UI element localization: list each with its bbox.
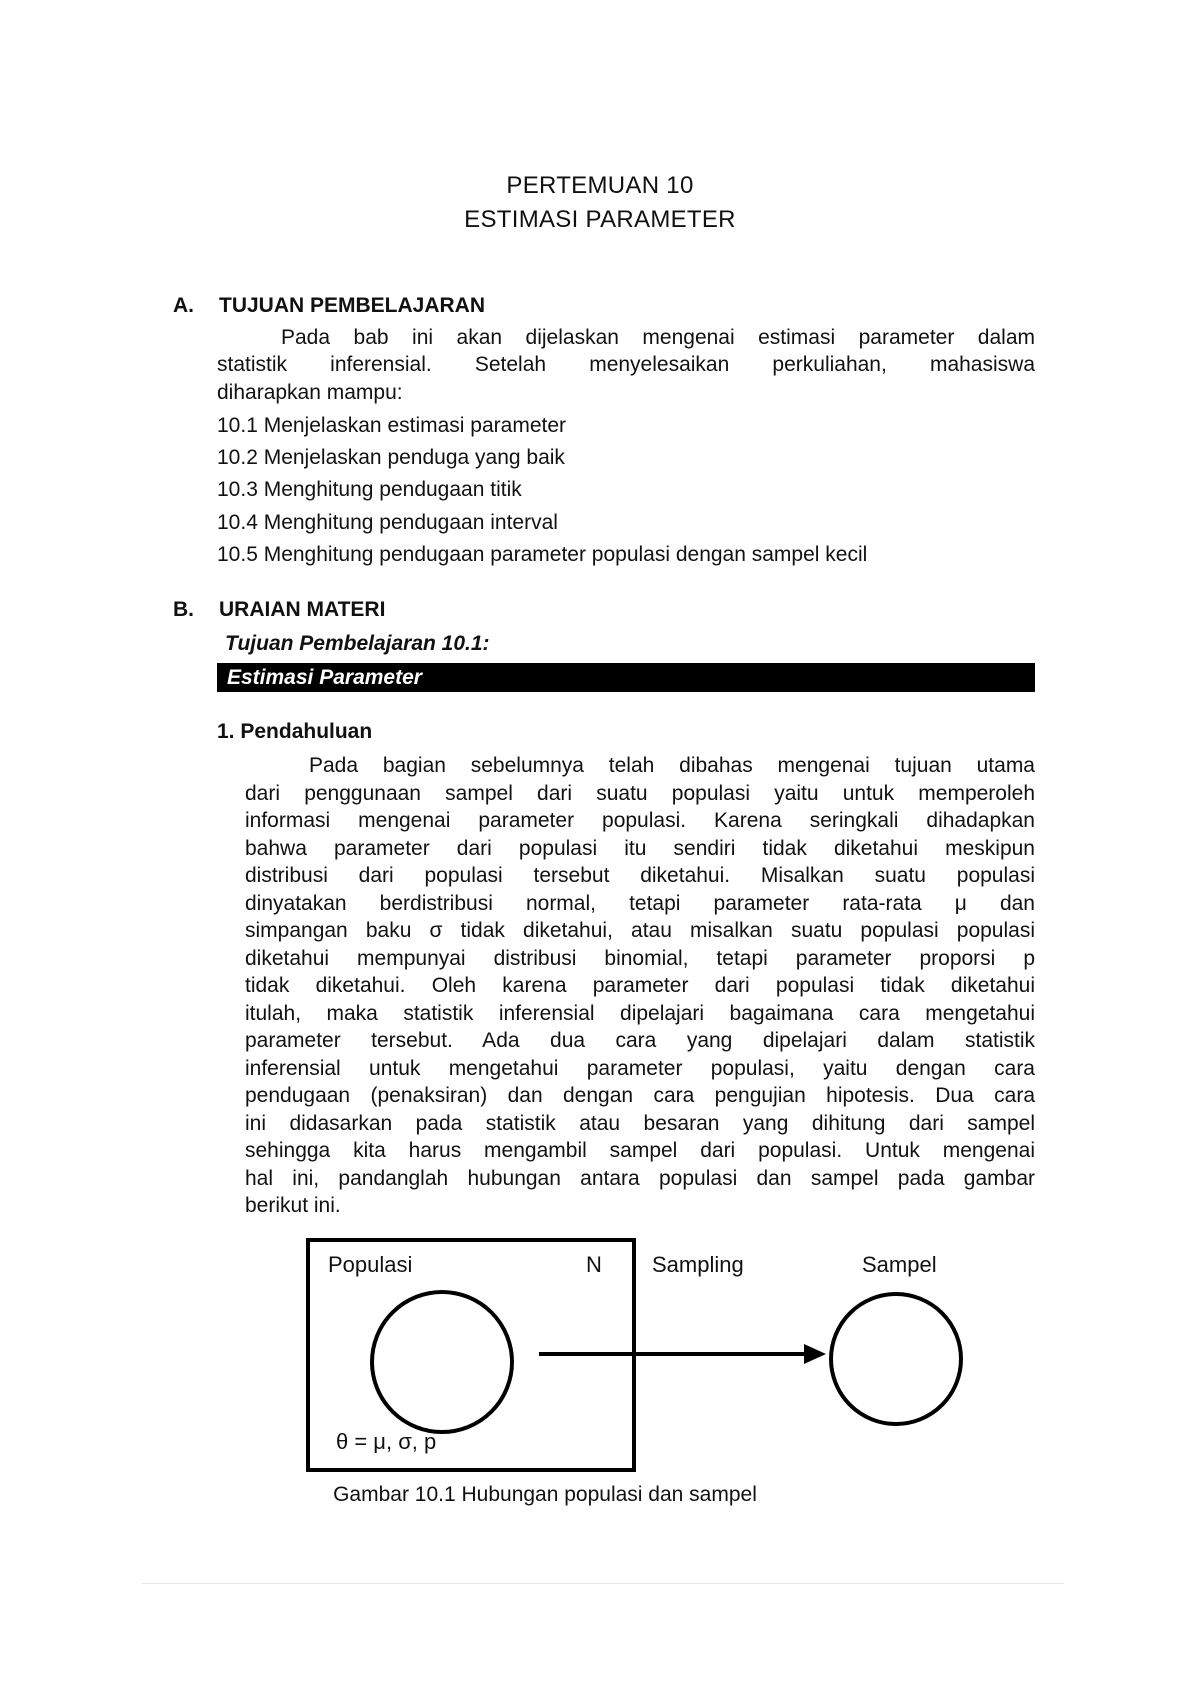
intro-line: diharapkan mampu:: [217, 380, 403, 404]
objective-item: 10.5 Menghitung pendugaan parameter populasi dengan sampel kecil: [217, 542, 868, 566]
body-line: inferensial untuk mengetahui parameter populasi, yaitu dengan cara: [245, 1056, 1035, 1080]
section-a-heading: [173, 294, 485, 318]
body-line: simpangan baku σ tidak diketahui, atau misalkan suatu populasi populasi: [245, 919, 1035, 942]
section-a-title: TUJUAN PEMBELAJARAN: [219, 294, 486, 317]
sampling-label: Sampling: [652, 1252, 744, 1277]
sample-label: Sampel: [862, 1252, 937, 1277]
n-label: N: [586, 1252, 602, 1277]
sample-circle: [831, 1294, 961, 1424]
intro-line: statistik inferensial. Setelah menyelesaikan perkuliahan, mahasiswa: [217, 353, 1035, 377]
objectives-list: [217, 410, 867, 571]
section-b-label: B.: [173, 598, 194, 621]
body-line: Pada bagian sebelumnya telah dibahas mengenai tujuan utama: [309, 754, 1035, 777]
body-line: parameter tersebut. Ada dua cara yang dipelajari dalam statistik: [245, 1029, 1035, 1052]
body-line: itulah, maka statistik inferensial dipelajari bagaimana cara mengetahui: [245, 1001, 1035, 1025]
body-line: distribusi dari populasi tersebut diketahui. Misalkan suatu populasi: [245, 864, 1035, 887]
body-line: informasi mengenai parameter populasi. Karena seringkali dihadapkan: [245, 809, 1035, 832]
page-title: PERTEMUAN 10: [506, 172, 694, 199]
body-line: tidak diketahui. Oleh karena parameter dari populasi tidak diketahui: [245, 974, 1035, 997]
topic-bar: [217, 663, 1035, 692]
learning-objective-subheading: Tujuan Pembelajaran 10.1:: [225, 632, 490, 655]
section-a-label: A.: [173, 294, 194, 317]
parameter-label: θ = μ, σ, p: [336, 1429, 437, 1454]
body-line: dari penggunaan sampel dari suatu populasi yaitu untuk memperoleh: [245, 781, 1035, 805]
section-b-heading: [173, 598, 385, 622]
sampling-arrow-head: [804, 1344, 826, 1364]
body-line: sehingga kita harus mengambil sampel dari populasi. Untuk mengenai: [245, 1139, 1035, 1162]
section-a-intro: [217, 324, 1035, 406]
section-b-title: URAIAN MATERI: [219, 598, 386, 621]
objective-item: 10.2 Menjelaskan penduga yang baik: [217, 446, 565, 470]
population-label: Populasi: [328, 1252, 413, 1277]
population-sample-diagram: [290, 1238, 990, 1473]
population-circle: [372, 1292, 512, 1432]
page-subtitle: ESTIMASI PARAMETER: [464, 206, 736, 233]
body-line: diketahui mempunyai distribusi binomial, tetapi parameter proporsi p: [245, 946, 1035, 970]
subsection-title: 1. Pendahuluan: [217, 720, 373, 743]
objective-item: 10.4 Menghitung pendugaan interval: [217, 510, 558, 534]
topic-bar-title: Estimasi Parameter: [227, 666, 422, 689]
objective-item: 10.3 Menghitung pendugaan titik: [217, 478, 522, 502]
body-line: hal ini, pandanglah hubungan antara populasi dan sampel pada gambar: [245, 1166, 1035, 1190]
intro-line: Pada bab ini akan dijelaskan mengenai estimasi parameter dalam: [281, 326, 1035, 349]
body-paragraph: [245, 752, 1035, 1220]
body-line: dinyatakan berdistribusi normal, tetapi parameter rata-rata μ dan: [245, 891, 1035, 915]
body-line: bahwa parameter dari populasi itu sendiri tidak diketahui meskipun: [245, 836, 1035, 860]
body-line: pendugaan (penaksiran) dan dengan cara pengujian hipotesis. Dua cara: [245, 1084, 1035, 1107]
figure-caption: Gambar 10.1 Hubungan populasi dan sampel: [333, 1483, 757, 1506]
footer-divider: [142, 1583, 1064, 1584]
body-line: ini didasarkan pada statistik atau besaran yang dihitung dari sampel: [245, 1111, 1035, 1135]
objective-item: 10.1 Menjelaskan estimasi parameter: [217, 414, 567, 437]
body-line: berikut ini.: [245, 1194, 341, 1217]
